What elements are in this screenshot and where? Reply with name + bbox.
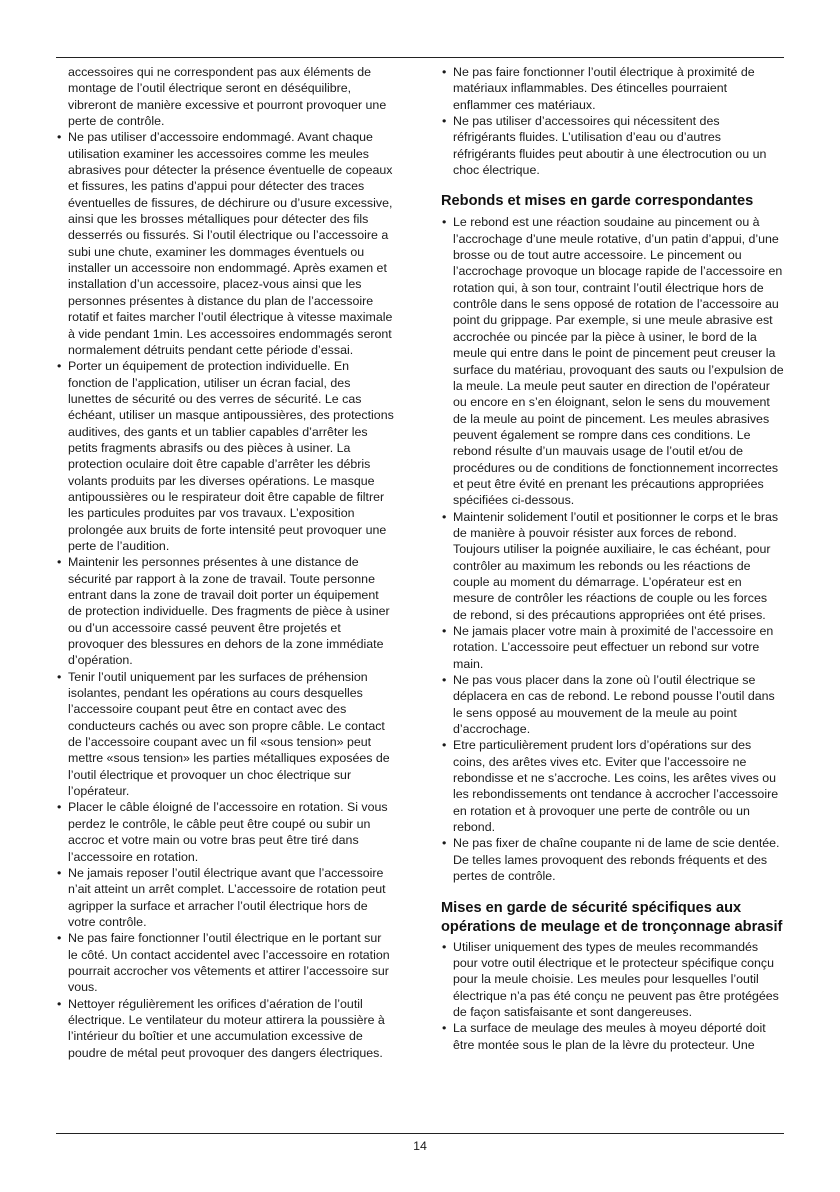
right-column [441, 64, 784, 1053]
list-item: • Le rebond est une réaction soudaine au pincement ou à l’accrochage d’une meule rotative, d’un patin d’appui, d’une brosse ou de tout autre accessoire. Le pincement ou l’accrochage provoque un blocage rapide de l’accessoire en rotation qui, à son tour, contraint l’outil électrique hors de contrôle dans le sens opposé de rotation de l’accessoire au point du grippage. Par exemple, si une meule abrasive est accrochée ou pincée par la pièce à usiner, le bord de la meule qui entre dans le point de pincement peut creuser la surface du matériau, provoquant des sauts ou l’expulsion de la meule. La meule peut sauter en direction de l’opérateur ou encore en s’en éloignant, selon le sens du mouvement de la meule au point de pincement. Les meules abrasives peuvent également se rompre dans ces conditions. Le rebond résulte d’un mauvais usage de l’outil et/ou de procédures ou de conditions de fonctionnement incorrectes et peut être évité en prenant les précautions appropriées spécifiées ci-dessous. [441, 214, 784, 508]
list-item: • Ne pas fixer de chaîne coupante ni de lame de scie dentée. De telles lames provoquent des rebonds fréquents et des pertes de contrôle. [441, 835, 784, 884]
list-item: • Porter un équipement de protection individuelle. En fonction de l’application, utiliser un écran facial, des lunettes de sécurité ou des verres de sécurité. Le cas échéant, utiliser un masque antipoussières, des protections auditives, des gants et un tablier capables d’arrêter les petits fragments abrasifs ou des pièces à usiner. La protection oculaire doit être capable d’arrêter les débris volants produits par les diverses opérations. Le masque antipoussières ou le respirateur doit être capable de filtrer les particules produites par vos travaux. L’exposition prolongée aux bruits de forte intensité peut provoquer une perte de l’audition. [56, 358, 394, 554]
list-item: • Ne pas utiliser d’accessoire endommagé. Avant chaque utilisation examiner les accessoires comme les meules abrasives pour détecter la présence éventuelle de copeaux et fissures, les patins d’appui pour détecter des traces éventuelles de fissures, de déchirure ou d’usure excessive, ainsi que les brosses métalliques pour détecter des fils desserrés ou fissurés. Si l’outil électrique ou l’accessoire a subi une chute, examiner les dommages éventuels ou installer un accessoire non endommagé. Après examen et installation d’un accessoire, placez-vous ainsi que les personnes présentes à distance du plan de l’accessoire rotatif et faites marcher l’outil électrique à vitesse maximale à vide pendant 1min. Les accessoires endommagés seront normalement détruits pendant cette période d’essai. [56, 129, 394, 358]
list-item: • Ne pas vous placer dans la zone où l’outil électrique se déplacera en cas de rebond. Le rebond pousse l’outil dans le sens opposé au mouvement de la meule au point d’accrochage. [441, 672, 784, 737]
right-top-bullet-list [441, 64, 784, 178]
list-item: • Utiliser uniquement des types de meules recommandés pour votre outil électrique et le protecteur spécifique conçu pour la meule choisie. Les meules pour lesquelles l’outil électrique n’a pas été conçu ne peuvent pas être protégées de façon satisfaisante et sont dangereuses. [441, 939, 784, 1021]
left-bullet-list [56, 129, 394, 1061]
list-item: • Tenir l’outil uniquement par les surfaces de préhension isolantes, pendant les opérations au cours desquelles l’accessoire coupant peut être en contact avec des conducteurs cachés ou avec son propre câble. Le contact de l’accessoire coupant avec un fil «sous tension» peut mettre «sous tension» les parties métalliques exposées de l’outil électrique et provoquer un choc électrique sur l’opérateur. [56, 669, 394, 800]
list-item: • Ne pas utiliser d’accessoires qui nécessitent des réfrigérants fluides. L’utilisation d’eau ou d’autres réfrigérants fluides peut aboutir à une électrocution ou un choc électrique. [441, 113, 784, 178]
list-item: • Ne jamais reposer l’outil électrique avant que l’accessoire n’ait atteint un arrêt complet. L’accessoire de rotation peut agripper la surface et arracher l’outil électrique hors de votre contrôle. [56, 865, 394, 930]
list-item: • Nettoyer régulièrement les orifices d’aération de l’outil électrique. Le ventilateur du moteur attirera la poussière à l’intérieur du boîtier et une accumulation excessive de poudre de métal peut provoquer des dangers électriques. [56, 996, 394, 1061]
list-item: • La surface de meulage des meules à moyeu déporté doit être montée sous le plan de la lèvre du protecteur. Une [441, 1020, 784, 1053]
section-heading-rebonds: Rebonds et mises en garde correspondantes [441, 193, 754, 210]
meulage-bullet-list [441, 939, 784, 1053]
rebonds-bullet-list [441, 214, 784, 884]
list-item: • Ne pas faire fonctionner l’outil électrique en le portant sur le côté. Un contact accidentel avec l’accessoire en rotation pourrait accrocher vos vêtements et attirer l’accessoire sur vous. [56, 930, 394, 995]
list-item: • Maintenir les personnes présentes à une distance de sécurité par rapport à la zone de travail. Toute personne entrant dans la zone de travail doit porter un équipement de protection individuelle. Des fragments de pièce à usiner ou d’un accessoire cassé peuvent être projetés et provoquer des blessures en dehors de la zone immédiate d’opération. [56, 554, 394, 668]
page-number: 14 [413, 1139, 427, 1153]
left-column [56, 64, 394, 1061]
top-rule [56, 57, 784, 58]
list-item: • Ne pas faire fonctionner l’outil électrique à proximité de matériaux inflammables. Des étincelles pourraient enflammer ces matériaux. [441, 64, 784, 113]
bottom-rule [56, 1133, 784, 1134]
list-item: • Etre particulièrement prudent lors d’opérations sur des coins, des arêtes vives etc. Eviter que l’accessoire ne rebondisse et ne s’accroche. Les coins, les arêtes vives ou les rebondissements ont tendance à accrocher l’accessoire en rotation et à provoquer une perte de contrôle ou un rebond. [441, 737, 784, 835]
list-item: • Placer le câble éloigné de l’accessoire en rotation. Si vous perdez le contrôle, le câble peut être coupé ou subir un accroc et votre main ou votre bras peut être tiré dans l’accessoire en rotation. [56, 799, 394, 864]
section-heading-meulage: Mises en garde de sécurité spécifiques aux opérations de meulage et de tronçonnage abrasif [441, 899, 783, 935]
continued-paragraph: accessoires qui ne correspondent pas aux éléments de montage de l’outil électrique seront en déséquilibre, vibreront de manière excessive et pourront provoquer une perte de contrôle. [68, 65, 387, 129]
list-item: • Maintenir solidement l’outil et positionner le corps et le bras de manière à pouvoir résister aux forces de rebond. Toujours utiliser la poignée auxiliaire, le cas échéant, pour contrôler au maximum les rebonds ou les réactions de couple au moment du démarrage. L’opérateur est en mesure de contrôler les réactions de couple ou les forces de rebond, si des précautions appropriées ont été prises. [441, 509, 784, 623]
list-item: • Ne jamais placer votre main à proximité de l’accessoire en rotation. L’accessoire peut effectuer un rebond sur votre main. [441, 623, 784, 672]
